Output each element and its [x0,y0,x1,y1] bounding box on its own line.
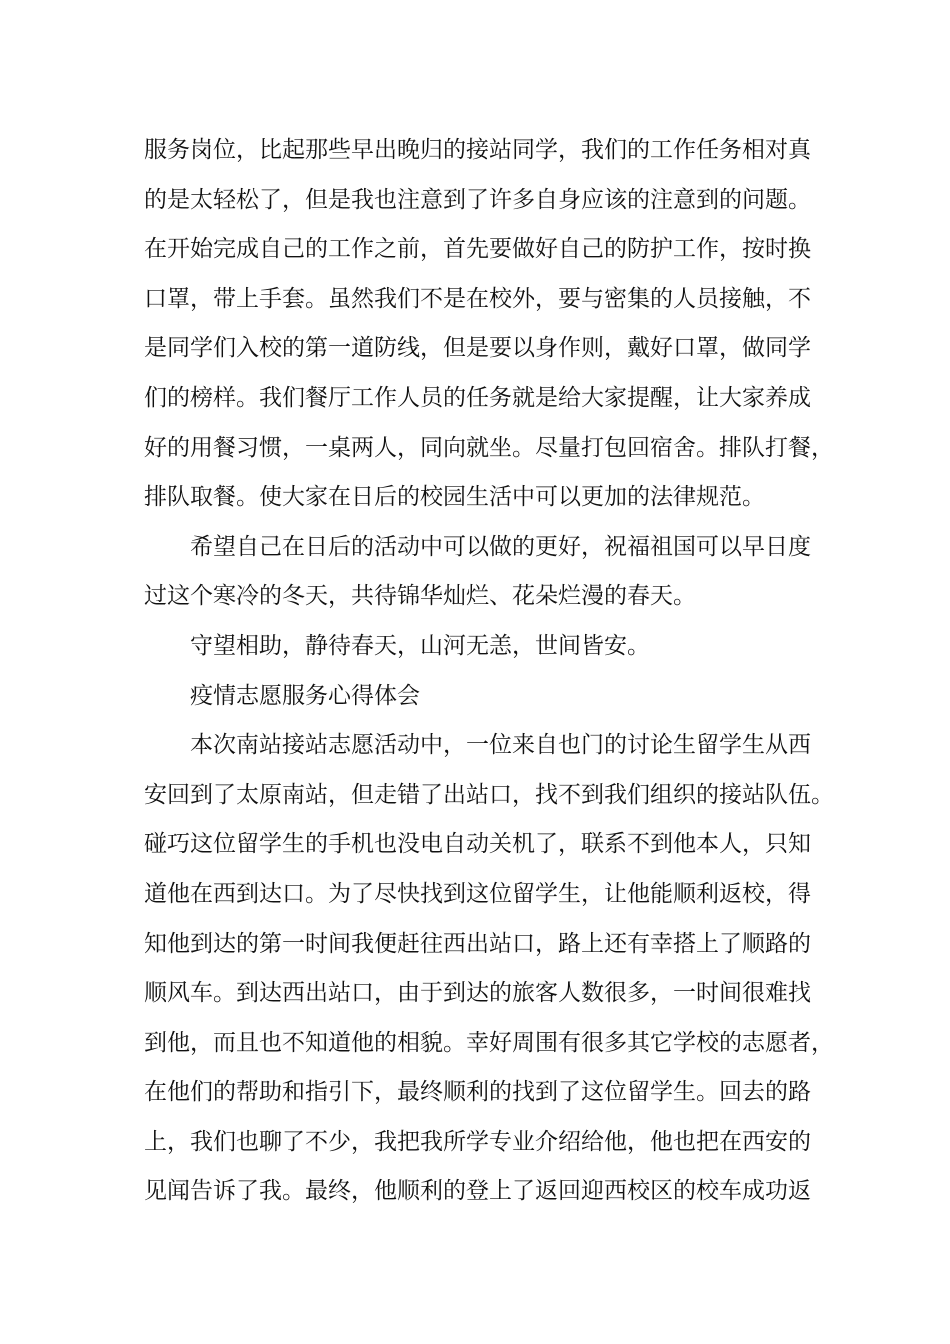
text-line: 希望自己在日后的活动中可以做的更好，祝福祖国可以早日度 [190,533,811,560]
text-line: 在他们的帮助和指引下，最终顺利的找到了这位留学生。回去的路 [144,1079,811,1106]
text-line: 服务岗位，比起那些早出晚归的接站同学，我们的工作任务相对真 [144,137,811,163]
text-line: 顺风车。到达西出站口，由于到达的旅客人数很多，一时间很难找 [144,980,811,1007]
text-line: 疫情志愿服务心得体会 [190,682,420,709]
text-line: 排队取餐。使大家在日后的校园生活中可以更加的法律规范。 [144,484,765,511]
text-line: 在开始完成自己的工作之前，首先要做好自己的防护工作，按时换 [144,236,811,263]
document-body [144,126,844,1217]
text-line: 上，我们也聊了不少，我把我所学专业介绍给他，他也把在西安的 [144,1128,811,1155]
text-line: 知他到达的第一时间我便赶往西出站口，路上还有幸搭上了顺路的 [144,930,811,957]
text-line: 好的用餐习惯，一桌两人，同向就坐。尽量打包回宿舍。排队打餐， [144,434,834,461]
text-line: 的是太轻松了，但是我也注意到了许多自身应该的注意到的问题。 [144,186,811,213]
text-line: 是同学们入校的第一道防线，但是要以身作则，戴好口罩，做同学 [144,335,811,362]
text-line: 本次南站接站志愿活动中，一位来自也门的讨论生留学生从西 [190,732,811,759]
text-line: 过这个寒冷的冬天，共待锦华灿烂、花朵烂漫的春天。 [144,583,696,610]
text-line: 们的榜样。我们餐厅工作人员的任务就是给大家提醒，让大家养成 [144,384,811,411]
text-line: 碰巧这位留学生的手机也没电自动关机了，联系不到他本人，只知 [144,831,811,858]
text-line: 见闻告诉了我。最终，他顺利的登上了返回迎西校区的校车成功返 [144,1178,811,1205]
text-line: 到他，而且也不知道他的相貌。幸好周围有很多其它学校的志愿者， [144,1029,834,1056]
text-line: 安回到了太原南站，但走错了出站口，找不到我们组织的接站队伍。 [144,781,834,808]
text-line: 口罩，带上手套。虽然我们不是在校外，要与密集的人员接触，不 [144,285,811,312]
text-line: 守望相助，静待春天，山河无恙，世间皆安。 [190,632,650,659]
text-line: 道他在西到达口。为了尽快找到这位留学生，让他能顺利返校，得 [144,880,811,907]
